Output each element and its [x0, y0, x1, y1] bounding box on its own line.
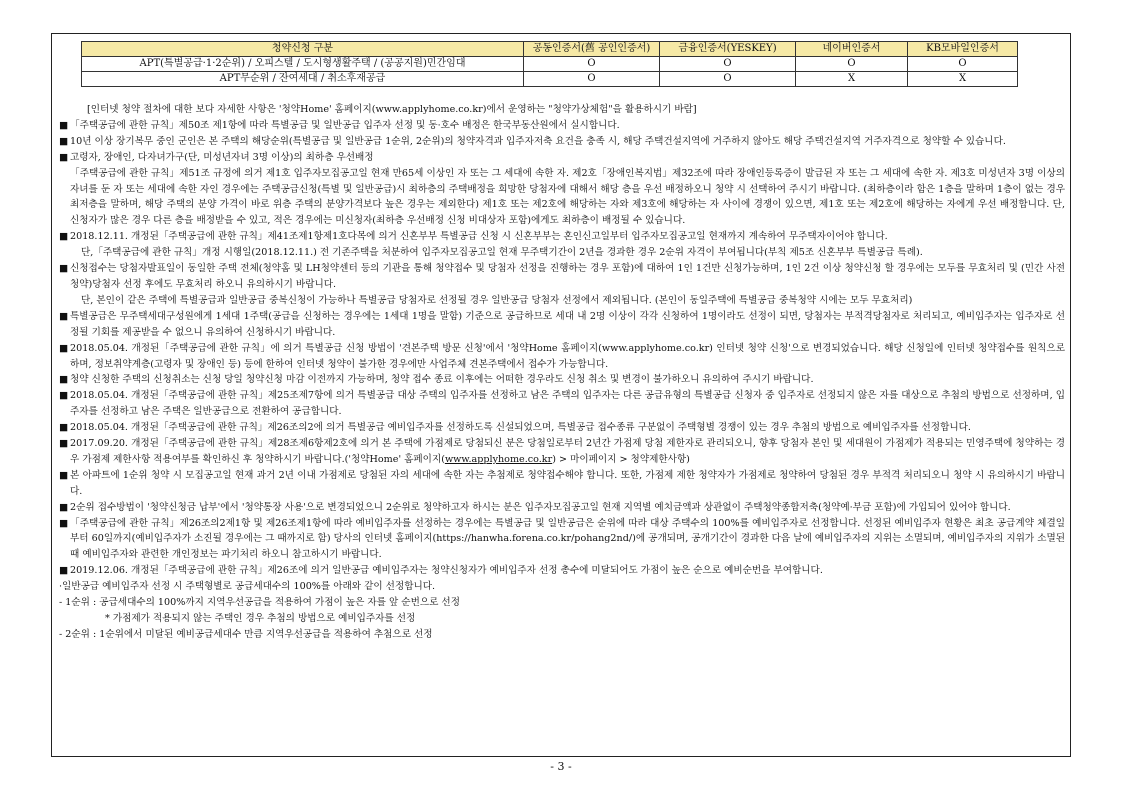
applyhome-note: [인터넷 청약 절차에 대한 보다 자세한 사항은 '청약Home' 홈페이지(www.applyhome.co.kr)에서 운영하는 "청약가상체험"을 활용하시기 바람] — [87, 104, 697, 115]
bullet-icon: ■ — [59, 517, 69, 529]
bullet-icon: ■ — [59, 151, 69, 163]
header-financial-cert: 금융인증서(YESKEY) — [660, 42, 796, 57]
notice-text: 신청접수는 당첨자발표일이 동일한 주택 전체(청약홈 및 LH청약센터 등의 기관을 통해 청약접수 및 당첨자 선정을 진행하는 경우 포함)에 대하여 1인 1건만 신청가능하며, 1인 2건 이상 청약신청 할 경우에는 모두를 무효처리 및 (민간 사전청약)당첨자 선정 후에도 무효처리 하오니 유의하시기 바랍니다. — [70, 263, 1065, 290]
notice-item — [59, 563, 1065, 579]
table-row — [82, 57, 1018, 72]
cell-value: O — [660, 72, 796, 87]
bullet-icon: ■ — [59, 565, 69, 577]
bullet-icon: ■ — [59, 119, 69, 131]
notice-text: 청약 신청한 주택의 신청취소는 신청 당일 청약신청 마감 이전까지 가능하며, 청약 접수 종료 이후에는 어떠한 경우라도 신청 취소 및 변경이 불가하오니 유의하여 주시기 바랍니다. — [70, 374, 814, 386]
notice-item — [59, 229, 1065, 245]
cell-value: O — [908, 57, 1018, 72]
notice-text: 특별공급은 무주택세대구성원에게 1세대 1주택(공급을 신청하는 경우에는 1세대 1명을 말함) 기준으로 공급하므로 세대 내 2명 이상이 각각 신청하여 1명이라도 선정이 되면, 당첨자는 부적격당첨자로 처리되고, 예비입주자는 입주자로 선정될 기회를 제공받을 수 없으니 유의하여 신청하시기 바랍니다. — [70, 310, 1065, 338]
bullet-icon: ■ — [59, 469, 69, 481]
notice-text: 「주택공급에 관한 규칙」제51조 규정에 의거 제1호 입주자모집공고일 현재 만65세 이상인 자 또는 그 세대에 속한 자. 제2호「장애인복지법」제32조에 따라 장애인등록증이 발급된 자 또는 그 세대에 속한 자. 제3호 미성년자 3명 이상의 자녀를 둔 자 또는 세대에 속한 자인 경우에는 주택공급신청(특별 및 일반공급)시 최하층의 주택배정을 희망한 당첨자에 대해서 해당 층을 우선 배정하오니 청약 시 선택하여 주시기 바랍니다. (최하층이라 함은 1층을 말하며 1층이 없는 경우 최저층을 말하며, 해당 주택의 분양 가격이 바로 위층 주택의 분양가격보다 높은 경우는 제외한다) 제1호 또는 제2호에 해당하는 자와 제3호에 해당하는 자 사이에 경쟁이 있으면, 제1호 또는 제2호에 해당하는 자에게 우선 배정합니다. 단, 신청자가 많은 경우 다른 층을 배정받을 수 있고, 적은 경우에는 미신청자(최하층 우선배정 신청 비대상자 포함)에게도 최하층이 배정될 수 있습니다. — [70, 167, 1065, 227]
notice-item — [59, 516, 1065, 564]
notice-text: 2017.09.20. 개정된「주택공급에 관한 규칙」제28조제6항제2호에 의거 본 주택에 가점제로 당첨되신 분은 당첨일로부터 2년간 가점제 당첨 제한자로 관리되오니, 향후 당첨자 본인 및 세대원이 가점제가 적용되는 민영주택에 청약하는 경우 가점제 제한사항 적용여부를 확인하신 후 청약하시기 바랍니다.('청약Home' 홈페이지( — [70, 438, 1066, 465]
notice-item — [59, 388, 1065, 420]
notice-item — [59, 468, 1065, 500]
bullet-icon: ■ — [59, 263, 69, 275]
header-kb-cert: KB모바일인증서 — [908, 42, 1018, 57]
header-joint-cert: 공동인증서(舊 공인인증서) — [524, 42, 660, 57]
notice-item — [59, 309, 1065, 341]
notice-item — [59, 341, 1065, 373]
notice-text: 10년 이상 장기복무 중인 군인은 본 주택의 해당순위(특별공급 및 일반공급 1순위, 2순위)의 청약자격과 입주자저축 요건을 충족 시, 해당 주택건설지역에 거주하지 않아도 해당 주택건설지역 거주자격으로 청약할 수 있습니다. — [70, 135, 1006, 147]
header-naver-cert: 네이버인증서 — [796, 42, 908, 57]
bullet-icon: ■ — [59, 422, 69, 434]
notice-text: 2019.12.06. 개정된「주택공급에 관한 규칙」제26조에 의거 일반공급 예비입주자는 청약신청자가 예비입주자 선정 총수에 미달되어도 가점이 높은 순으로 예비순번을 부여합니다. — [70, 565, 823, 577]
bullet-icon: ■ — [59, 390, 69, 402]
reserve-selection-intro: ·일반공급 예비입주자 선정 시 주택형별로 공급세대수의 100%를 아래와 같이 선정합니다. — [59, 581, 436, 593]
notice-content — [59, 102, 1065, 643]
row-label: APT(특별공급·1·2순위) / 오피스텔 / 도시형생활주택 / (공공지원)민간임대 — [82, 57, 524, 72]
notice-text: 2018.12.11. 개정된「주택공급에 관한 규칙」제41조제1항제1호다목에 의거 신혼부부 특별공급 신청 시 신혼부부는 혼인신고일부터 입주자모집공고일 현재까지 계속하여 무주택자이어야 합니다. — [70, 231, 888, 243]
bullet-icon: ■ — [59, 310, 69, 322]
bullet-icon: ■ — [59, 374, 69, 386]
cell-value: O — [524, 57, 660, 72]
cell-value: O — [524, 72, 660, 87]
bullet-icon: ■ — [59, 438, 69, 450]
notice-title: 고령자, 장애인, 다자녀가구(단, 미성년자녀 3명 이상)의 최하층 우선배정 — [70, 151, 374, 163]
cell-value: O — [660, 57, 796, 72]
notice-item — [59, 500, 1065, 516]
notice-subtext: 단,「주택공급에 관한 규칙」개정 시행일(2018.12.11.) 전 기존주택을 처분하여 입주자모집공고일 현재 무주택기간이 2년을 경과한 경우 2순위 자격이 부여됩니다(부칙 제5조 신혼부부 특별공급 특례). — [81, 247, 923, 259]
applyhome-link[interactable]: www.applyhome.co.kr — [444, 453, 553, 465]
reserve-rank1-note: * 가점제가 적용되지 않는 주택인 경우 추첨의 방법으로 예비입주자를 선정 — [105, 613, 416, 624]
notice-body — [59, 166, 1065, 230]
notice-item — [59, 118, 1065, 134]
bullet-icon: ■ — [59, 501, 69, 513]
notice-text: 2018.05.04. 개정된「주택공급에 관한 규칙」에 의거 특별공급 신청 방법이 '견본주택 방문 신청'에서 '청약Home 홈페이지(www.applyhome.co.kr) 인터넷 청약 신청'으로 변경되었습니다. 해당 신청일에 인터넷 청약접수를 원칙으로 하며, 정보취약계층(고령자 및 장애인 등) 등에 한하여 인터넷 청약이 불가한 경우에만 사업주체 견본주택에서 접수가 가능합니다. — [70, 342, 1065, 370]
notice-item — [59, 372, 1065, 388]
bullet-icon: ■ — [59, 231, 69, 243]
notice-text: 2018.05.04. 개정된「주택공급에 관한 규칙」제26조의2에 의거 특별공급 예비입주자를 선정하도록 신설되었으며, 특별공급 접수종류 구분없이 주택형별 경쟁이 있는 경우 추첨의 방법으로 예비입주자를 선정합니다. — [70, 422, 971, 434]
bullet-icon: ■ — [59, 135, 69, 147]
notice-subtext: 단, 본인이 같은 주택에 특별공급과 일반공급 중복신청이 가능하나 특별공급 당첨자로 선정될 경우 일반공급 당첨자 선정에서 제외됩니다. (본인이 동일주택에 특별공급 중복청약 시에는 모두 무효처리) — [81, 294, 913, 306]
notice-text: 2018.05.04. 개정된「주택공급에 관한 규칙」제25조제7항에 의거 특별공급 대상 주택의 입주자를 선정하고 남은 주택의 입주자는 다른 공급유형의 특별공급 신청자 중 입주자로 선정되지 않은 자를 대상으로 추첨의 방법으로 선정하며, 입주자를 선정하고 남은 주택은 일반공급으로 전환하여 공급합니다. — [70, 390, 1065, 418]
reserve-rank2: - 2순위 : 1순위에서 미달된 예비공급세대수 만큼 지역우선공급을 적용하여 추첨으로 선정 — [59, 628, 433, 640]
reserve-rank1: - 1순위 : 공급세대수의 100%까지 지역우선공급을 적용하여 가점이 높은 자를 앞 순번으로 선정 — [59, 597, 460, 609]
page-number: - 3 - — [550, 760, 572, 773]
notice-text: 본 아파트에 1순위 청약 시 모집공고일 현재 과거 2년 이내 가점제로 당첨된 자의 세대에 속한 자는 추첨제로 청약접수해야 합니다. 또한, 가점제 제한 청약자가 가점제로 청약하여 당첨된 경우 부적격 처리되오니 청약 시 유의하시기 바랍니다. — [70, 469, 1065, 497]
notice-text: 「주택공급에 관한 규칙」제26조의2제1항 및 제26조제1항에 따라 예비입주자를 선정하는 경우에는 특별공급 및 일반공급은 순위에 따라 대상 주택수의 100%를 예비입주자로 선정합니다. 선정된 예비입주자 현황은 최초 공급계약 체결일부터 60일까지(예비입주자가 소진될 경우에는 그 때까지로 함) 당사의 인터넷 홈페이지(https://hanwha.forena.co.kr/pohang2nd/)에 공개되며, 공개기간이 경과한 다음 날에 예비입주자의 지위는 소멸되며, 예비입주자의 지위가 소멸된 때 예비입주자와 관련한 개인정보는 파기처리 하오니 참고하시기 바랍니다. — [70, 517, 1065, 561]
notice-text: ) > 마이페이지 > 청약제한사항) — [552, 453, 690, 465]
notice-item — [59, 261, 1065, 293]
notice-text: 2순위 접수방법이 '청약신청금 납부'에서 '청약통장 사용'으로 변경되었으니 2순위로 청약하고자 하시는 분은 입주자모집공고일 현재 지역별 예치금액과 상관없이 주택청약종합저축(청약예·부금 포함)에 가입되어 있어야 합니다. — [70, 501, 1011, 513]
cell-value: X — [796, 72, 908, 87]
bullet-icon: ■ — [59, 342, 69, 354]
notice-item — [59, 134, 1065, 150]
notice-item — [59, 150, 1065, 166]
notice-item — [59, 420, 1065, 436]
notice-item — [59, 436, 1065, 468]
row-label: APT무순위 / 잔여세대 / 취소후재공급 — [82, 72, 524, 87]
cell-value: X — [908, 72, 1018, 87]
table-row — [82, 72, 1018, 87]
certificate-table — [81, 41, 1018, 87]
header-category: 청약신청 구분 — [82, 42, 524, 57]
table-header-row — [82, 42, 1018, 57]
notice-text: 「주택공급에 관한 규칙」제50조 제1항에 따라 특별공급 및 일반공급 입주자 선정 및 동·호수 배정은 한국부동산원에서 실시합니다. — [70, 119, 620, 131]
cell-value: O — [796, 57, 908, 72]
